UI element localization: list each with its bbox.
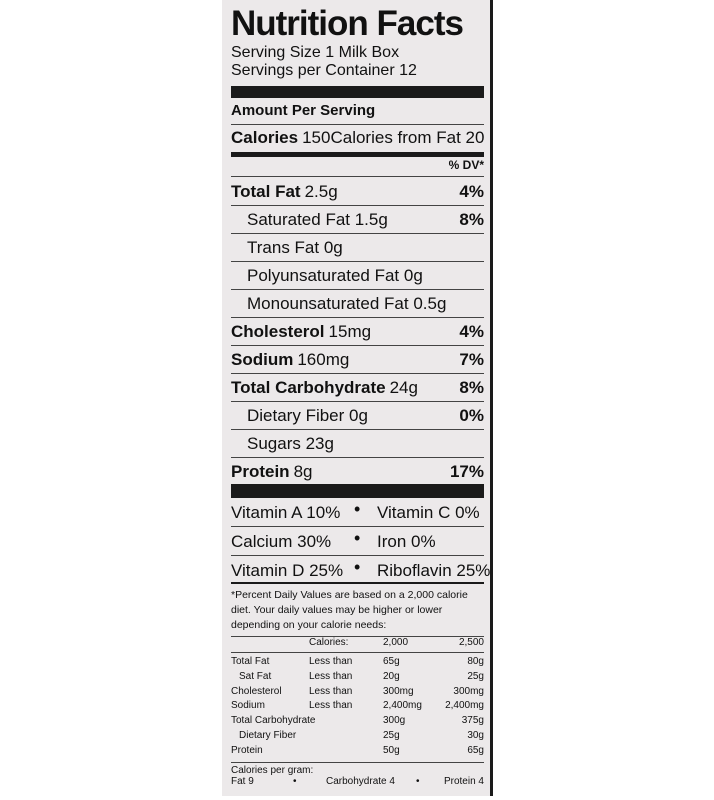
servings-per-container: Servings per Container 12 <box>231 62 417 79</box>
nutrient-amount: 15mg <box>328 322 372 341</box>
nutrient-row-sugars <box>231 430 484 457</box>
nutrient-dv: 4% <box>459 322 484 341</box>
table-row: Sat Fat Less than 20g 25g <box>239 671 484 682</box>
nutrient-label: Sodium <box>231 350 294 369</box>
serving-size: Serving Size 1 Milk Box <box>231 44 400 61</box>
table-row: Sodium Less than 2,400mg 2,400mg <box>231 700 484 711</box>
nutrient-dv: 8% <box>459 210 484 229</box>
nutrient-dv: 4% <box>459 182 484 201</box>
nutrient-row-polyunsaturated-fat <box>231 262 484 289</box>
bullet-separator: • <box>416 776 420 787</box>
medium-divider <box>231 152 484 157</box>
nutrient-amount: 8g <box>293 462 313 481</box>
nutrient-label: Saturated Fat 1.5g <box>247 210 388 229</box>
nutrient-row-total-fat <box>231 178 484 205</box>
nutrient-row-protein <box>231 458 484 485</box>
divider <box>231 582 484 584</box>
nutrient-label: Sugars 23g <box>247 434 334 453</box>
carb-per-gram: Carbohydrate 4 <box>326 776 395 787</box>
bullet-separator: • <box>293 776 297 787</box>
label-title: Nutrition Facts <box>231 4 463 43</box>
nutrient-row-monounsaturated-fat <box>231 290 484 317</box>
footnote: *Percent Daily Values are based on a 2,000 calorie diet. Your daily values may be higher or lower depending on your calorie needs: <box>231 589 468 631</box>
nutrient-row-total-carbohydrate <box>231 374 484 401</box>
dv-header: % DV* <box>448 158 484 172</box>
vitamin-right: Vitamin C 0% <box>377 503 480 522</box>
nutrient-row-sodium <box>231 346 484 373</box>
vitamin-right: Iron 0% <box>377 532 436 551</box>
bullet-separator: • <box>354 557 361 577</box>
calories-per-gram <box>231 765 484 790</box>
nutrient-amount: 24g <box>389 378 418 397</box>
dv-table-header: Calories: 2,000 2,500 <box>309 637 484 648</box>
divider <box>231 762 484 763</box>
nutrient-label: Monounsaturated Fat 0.5g <box>247 294 447 313</box>
nutrient-label: Total Carbohydrate <box>231 378 386 397</box>
nutrient-amount: 2.5g <box>304 182 338 201</box>
nutrient-dv: 17% <box>449 462 484 481</box>
thick-divider <box>231 484 484 498</box>
amount-per-serving: Amount Per Serving <box>231 102 376 119</box>
vitamin-left: Calcium 30% <box>231 532 332 551</box>
nutrient-label: Total Fat <box>231 182 301 201</box>
table-row: Cholesterol Less than 300mg 300mg <box>231 686 484 697</box>
table-row: Total Carbohydrate 300g 375g <box>231 715 484 726</box>
nutrient-label: Cholesterol <box>231 322 325 341</box>
bullet-separator: • <box>354 499 361 519</box>
divider <box>231 176 484 177</box>
nutrient-dv: 7% <box>459 350 484 369</box>
fat-per-gram: Fat 9 <box>231 776 254 787</box>
nutrient-row-cholesterol <box>231 318 484 345</box>
vitamin-right: Riboflavin 25% <box>377 561 491 580</box>
table-row: Protein 50g 65g <box>231 745 484 756</box>
nutrient-label: Protein <box>231 462 290 481</box>
vitamin-row <box>231 556 491 584</box>
table-row: Total Fat Less than 65g 80g <box>231 656 484 667</box>
table-row: Dietary Fiber 25g 30g <box>239 730 484 741</box>
nutrient-amount: 160mg <box>297 350 350 369</box>
protein-per-gram: Protein 4 <box>443 776 484 787</box>
calories-value: 150 <box>302 128 331 147</box>
calories-per-gram-label: Calories per gram: <box>231 765 314 776</box>
calories-label: Calories <box>231 128 299 147</box>
vitamin-left: Vitamin A 10% <box>231 503 341 522</box>
nutrient-label: Polyunsaturated Fat 0g <box>247 266 423 285</box>
calories-from-fat: Calories from Fat 20 <box>330 128 485 147</box>
bullet-separator: • <box>354 528 361 548</box>
vitamin-row <box>231 527 484 555</box>
nutrient-dv: 8% <box>459 378 484 397</box>
nutrient-label: Trans Fat 0g <box>247 238 343 257</box>
nutrient-dv: 0% <box>459 406 484 425</box>
vitamin-row <box>231 498 484 526</box>
nutrient-row-dietary-fiber <box>231 402 484 429</box>
nutrition-facts-label <box>222 0 493 796</box>
nutrient-label: Dietary Fiber 0g <box>247 406 368 425</box>
divider <box>231 652 484 653</box>
divider <box>231 124 484 125</box>
nutrient-row-trans-fat <box>231 234 484 261</box>
thick-divider <box>231 86 484 98</box>
calories-per-gram-values <box>231 776 484 790</box>
nutrient-row-saturated-fat <box>231 206 484 233</box>
vitamin-left: Vitamin D 25% <box>231 561 344 580</box>
calories-row <box>231 128 484 148</box>
